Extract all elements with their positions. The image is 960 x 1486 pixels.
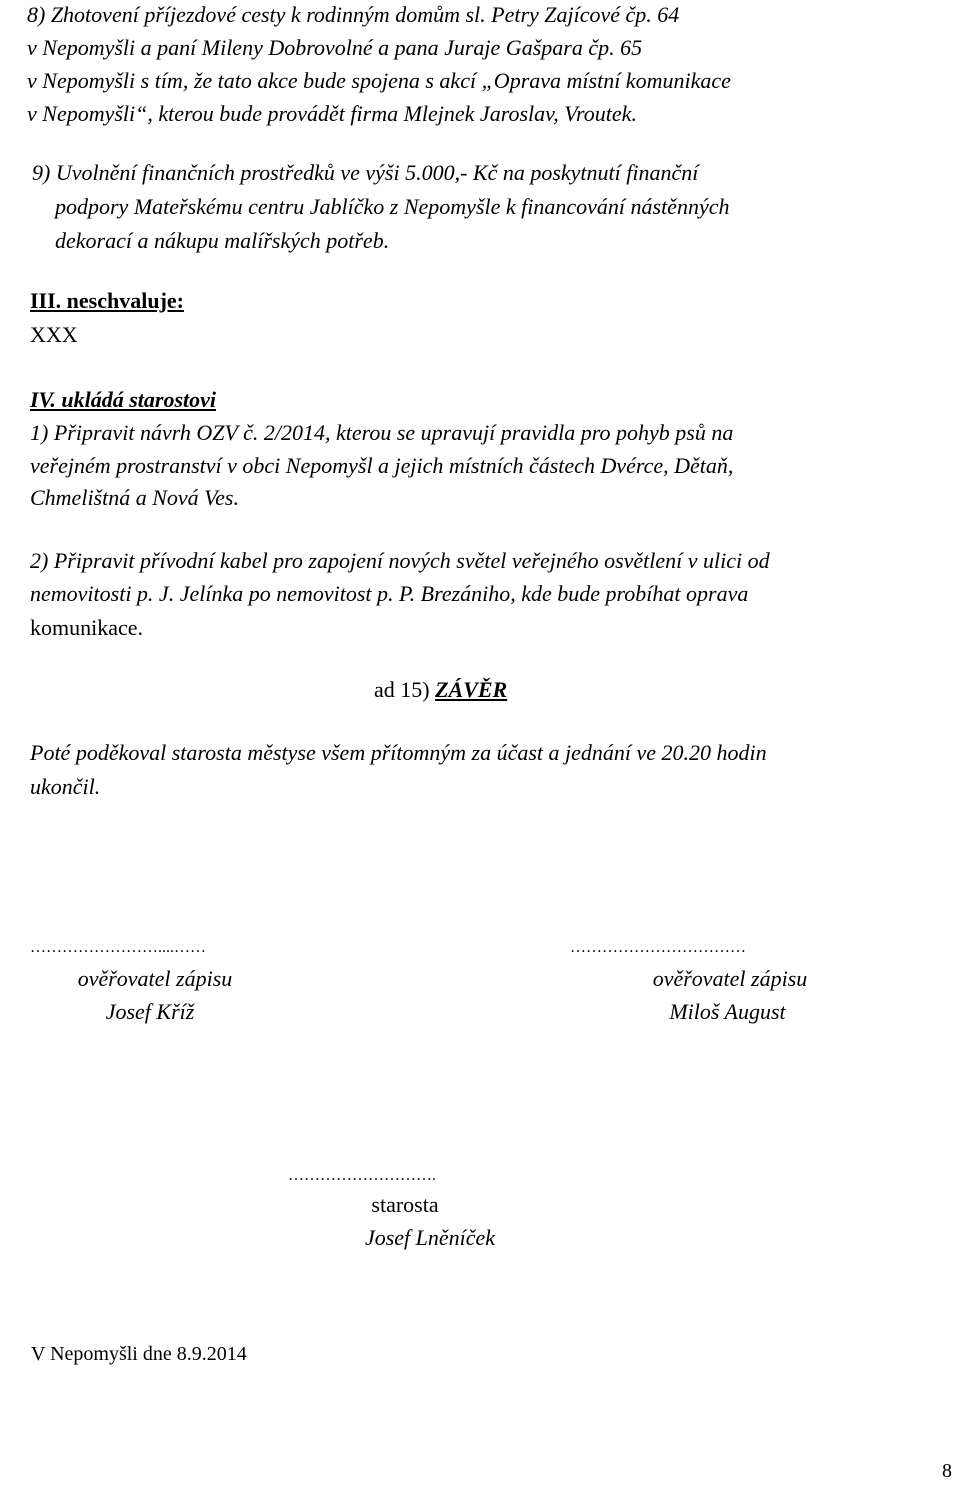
section-4-item-2-line-3: komunikace. (30, 615, 144, 640)
section-4-item-2-line-1: 2) Připravit přívodní kabel pro zapojení nových světel veřejného osvětlení v ulici od (30, 548, 770, 573)
closing-prefix: ad 15) (374, 677, 436, 702)
section-4-item-2-line-2: nemovitosti p. J. Jelínka po nemovitost p. P. Brezániho, kde bude probíhat oprava (30, 581, 749, 606)
section-3-content: XXX (30, 322, 78, 347)
item-8-line-2: v Nepomyšli a paní Mileny Dobrovolné a pana Juraje Gašpara čp. 65 (27, 35, 643, 60)
signature-mayor-name: Josef Lněníček (364, 1225, 496, 1250)
closing-heading (374, 679, 507, 701)
signature-mayor-role: starosta (371, 1192, 439, 1217)
signature-right-dots: …………………………… (570, 939, 746, 956)
signature-left-dots: ……………………....…… (30, 939, 206, 956)
signature-mayor-dots: ………………………. (288, 1167, 436, 1184)
signature-left-name: Josef Kříž (105, 999, 195, 1024)
closing-title: ZÁVĚR (435, 677, 508, 702)
page-number: 8 (942, 1460, 952, 1482)
section-3-heading: III. neschvaluje: (30, 288, 185, 313)
item-9-line-1: 9) Uvolnění finančních prostředků ve výši 5.000,- Kč na poskytnutí finanční (32, 160, 699, 185)
item-9-line-3: dekorací a nákupu malířských potřeb. (55, 228, 390, 253)
closing-line-1: Poté poděkoval starosta městyse všem přítomným za účast a jednání ve 20.20 hodin (30, 740, 767, 765)
signature-right-name: Miloš August (669, 999, 786, 1024)
section-4-heading: IV. ukládá starostovi (30, 387, 217, 412)
item-9-line-2: podpory Mateřskému centru Jablíčko z Nepomyšle k financování nástěnných (55, 194, 730, 219)
closing-line-2: ukončil. (30, 774, 101, 799)
item-8-line-4: v Nepomyšli“, kterou bude provádět firma Mlejnek Jaroslav, Vroutek. (27, 101, 637, 126)
section-4-item-1-line-3: Chmelištná a Nová Ves. (30, 485, 239, 510)
signature-left-role: ověřovatel zápisu (77, 966, 233, 991)
signature-right-role: ověřovatel zápisu (652, 966, 808, 991)
item-8-line-3: v Nepomyšli s tím, že tato akce bude spojena s akcí „Oprava místní komunikace (27, 68, 731, 93)
section-4-item-1-line-1: 1) Připravit návrh OZV č. 2/2014, kterou se upravují pravidla pro pohyb psů na (30, 420, 734, 445)
place-date: V Nepomyšli dne 8.9.2014 (31, 1343, 247, 1365)
item-8-line-1: 8) Zhotovení příjezdové cesty k rodinným domům sl. Petry Zajícové čp. 64 (27, 2, 680, 27)
section-4-item-1-line-2: veřejném prostranství v obci Nepomyšl a jejich místních částech Dvérce, Dětaň, (30, 453, 734, 478)
